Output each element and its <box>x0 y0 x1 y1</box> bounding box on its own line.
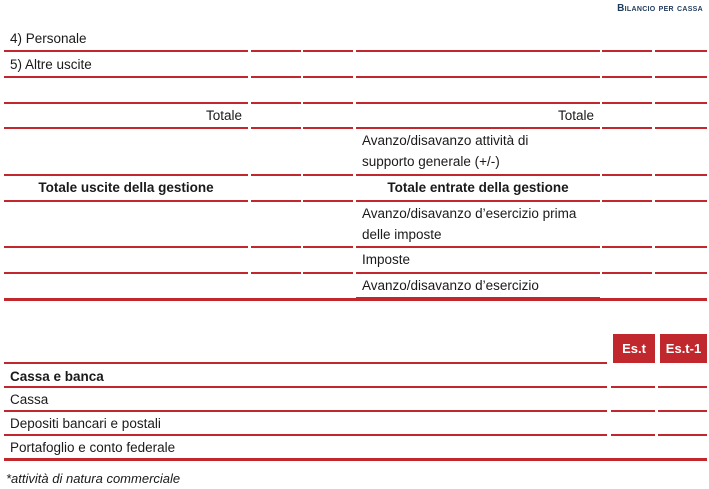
avanzo-prima-line2: delle imposte <box>362 227 442 242</box>
table-row <box>4 52 707 78</box>
column-header-est: Es.t <box>613 334 655 363</box>
cash-table-bottom-rule <box>4 458 707 461</box>
table-row <box>4 340 707 364</box>
table-row <box>4 26 707 52</box>
imposte-label: Imposte <box>362 252 411 267</box>
avanzo-supporto-line2: supporto generale (+/-) <box>362 154 500 169</box>
table-row <box>4 364 707 388</box>
row-label: 5) Altre uscite <box>10 57 92 72</box>
table-row <box>4 274 707 299</box>
avanzo-supporto-line1: Avanzo/disavanzo attività di <box>362 133 529 148</box>
row-label: Cassa e banca <box>10 369 104 384</box>
totale-entrate-label: Totale entrate della gestione <box>387 180 569 195</box>
totale-right-label: Totale <box>557 108 594 123</box>
page-header-title: Bilancio per cassa <box>617 3 703 14</box>
row-label: Cassa <box>10 392 49 407</box>
totale-uscite-label: Totale uscite della gestione <box>38 180 214 195</box>
table-row <box>4 412 707 436</box>
avanzo-prima-line1: Avanzo/disavanzo d’esercizio prima <box>362 206 577 221</box>
table-bottom-rule <box>4 298 707 301</box>
column-header-est-1: Es.t-1 <box>660 334 707 363</box>
row-label: Portafoglio e conto federale <box>10 440 176 455</box>
table-row <box>4 248 707 274</box>
table-row <box>4 176 707 202</box>
row-label: 4) Personale <box>10 31 87 46</box>
table-row <box>4 202 707 248</box>
table-row <box>4 104 707 129</box>
table-row <box>4 78 707 104</box>
totale-left-label: Totale <box>205 108 242 123</box>
avanzo-esercizio-label: Avanzo/disavanzo d’esercizio <box>362 278 539 293</box>
table-row <box>4 388 707 412</box>
table-row <box>4 129 707 176</box>
row-label: Depositi bancari e postali <box>10 416 161 431</box>
table-row <box>4 436 707 458</box>
footnote: *attività di natura commerciale <box>6 471 181 486</box>
